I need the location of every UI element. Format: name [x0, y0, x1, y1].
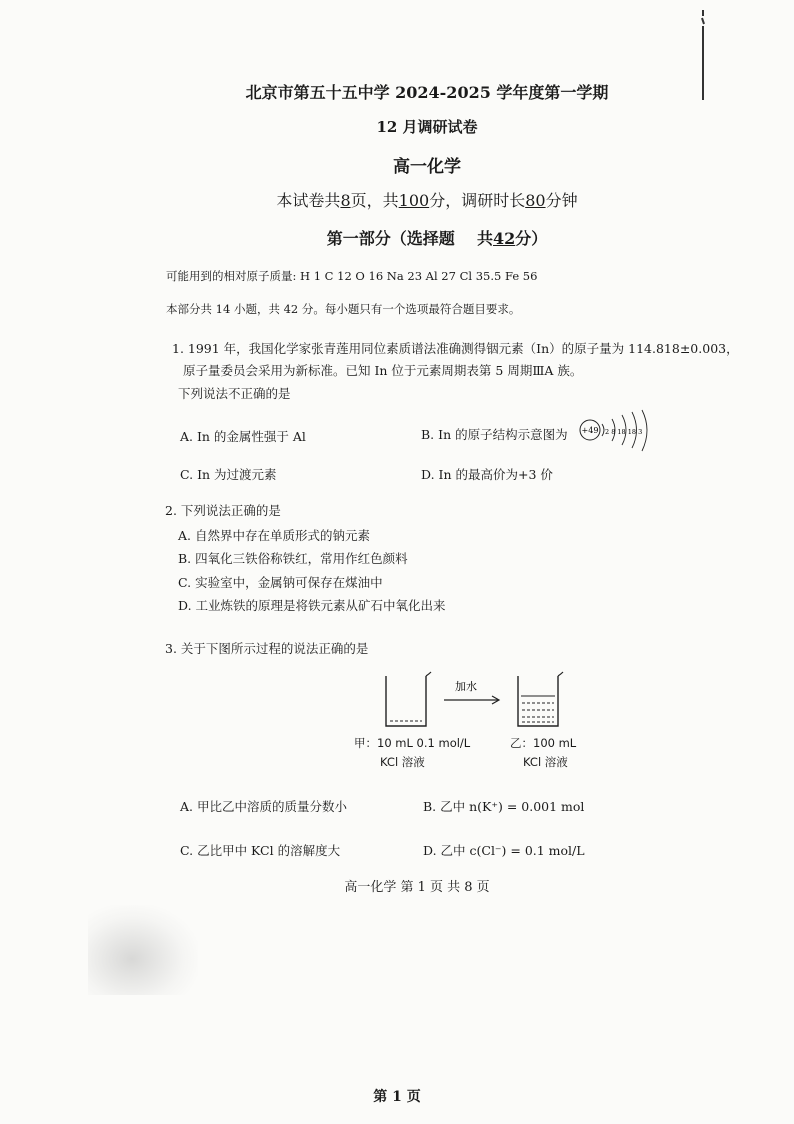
info-text-1: 本试卷共: [276, 191, 341, 210]
q2-option-a: A. 自然界中存在单质形式的钠元素: [178, 528, 370, 543]
atom-structure-diagram: [578, 408, 656, 454]
beaker-yi-label: 乙：100 mL: [510, 736, 577, 750]
q3-option-d: D. 乙中 c(Cl⁻) = 0.1 mol/L: [423, 843, 585, 858]
q3-option-a: A. 甲比乙中溶质的质量分数小: [180, 799, 347, 814]
info-minutes: 80: [525, 191, 546, 210]
q1-stem: 下列说法不正确的是: [178, 386, 291, 401]
q1-line1: 1. 1991 年，我国化学家张青莲用同位素质谱法准确测得铟元素（In）的原子量为 114.818±0.003，: [172, 341, 739, 356]
part1-title-a: 第一部分（选择题: [326, 229, 455, 248]
dilution-diagram: [380, 670, 580, 732]
q2-option-c: C. 实验室中，金属钠可保存在煤油中: [178, 575, 383, 590]
beaker-jia-solution: KCl 溶液: [380, 755, 425, 769]
exam-info: [0, 188, 794, 211]
part1-title-c: 分）: [515, 229, 548, 248]
q1-option-b: B. In 的原子结构示意图为: [421, 427, 568, 442]
q2-stem: 2. 下列说法正确的是: [165, 503, 281, 518]
info-score: 100: [398, 191, 430, 210]
arrow-label: 加水: [455, 680, 477, 693]
q2-option-b: B. 四氧化三铁俗称铁红，常用作红色颜料: [178, 551, 408, 566]
subject-title: 高一化学: [393, 157, 461, 177]
q1-option-d: D. In 的最高价为+3 价: [421, 467, 553, 482]
beaker-yi-solution: KCl 溶液: [523, 755, 568, 769]
part1-title-score: 42: [493, 229, 516, 248]
scan-smudge: [88, 905, 198, 995]
page-number: 第 1 页: [373, 1089, 421, 1105]
info-pages: 8: [340, 191, 351, 210]
exam-name: 12 月调研试卷: [376, 118, 478, 136]
page-footer-info: 高一化学 第 1 页 共 8 页: [344, 880, 490, 895]
school-title: 北京市第五十五中学 2024-2025 学年度第一学期: [245, 83, 609, 102]
info-text-2: 页，共: [350, 191, 399, 210]
atom-shell-electrons: 2 8 18 18 3: [605, 428, 643, 436]
info-text-4: 分钟: [545, 191, 578, 210]
q1-option-a: A. In 的金属性强于 Al: [180, 429, 306, 444]
part1-title-b: 共: [477, 229, 494, 248]
q2-option-d: D. 工业炼铁的原理是将铁元素从矿石中氧化出来: [178, 598, 446, 613]
q3-stem: 3. 关于下图所示过程的说法正确的是: [165, 641, 369, 656]
q3-option-c: C. 乙比甲中 KCl 的溶解度大: [180, 843, 341, 858]
q3-option-b: B. 乙中 n(K⁺) = 0.001 mol: [423, 799, 585, 814]
q1-option-c: C. In 为过渡元素: [180, 467, 277, 482]
part1-title: [0, 226, 794, 249]
part1-instructions: 本部分共 14 小题，共 42 分。每小题只有一个选项最符合题目要求。: [166, 302, 521, 316]
atomic-masses: 可能用到的相对原子质量: H 1 C 12 O 16 Na 23 Al 27 Cl 35.5 Fe 56: [166, 269, 538, 283]
beaker-jia-icon: [386, 672, 431, 726]
beaker-jia-label: 甲：10 mL 0.1 mol/L: [354, 736, 471, 750]
beaker-yi-icon: [518, 672, 563, 726]
info-text-3: 分，调研时长: [429, 191, 526, 210]
arrow-icon: [444, 696, 499, 704]
q1-line2: 原子量委员会采用为新标准。已知 In 位于元素周期表第 5 周期ⅢA 族。: [183, 363, 583, 378]
atom-nucleus-label: +49: [581, 426, 599, 435]
